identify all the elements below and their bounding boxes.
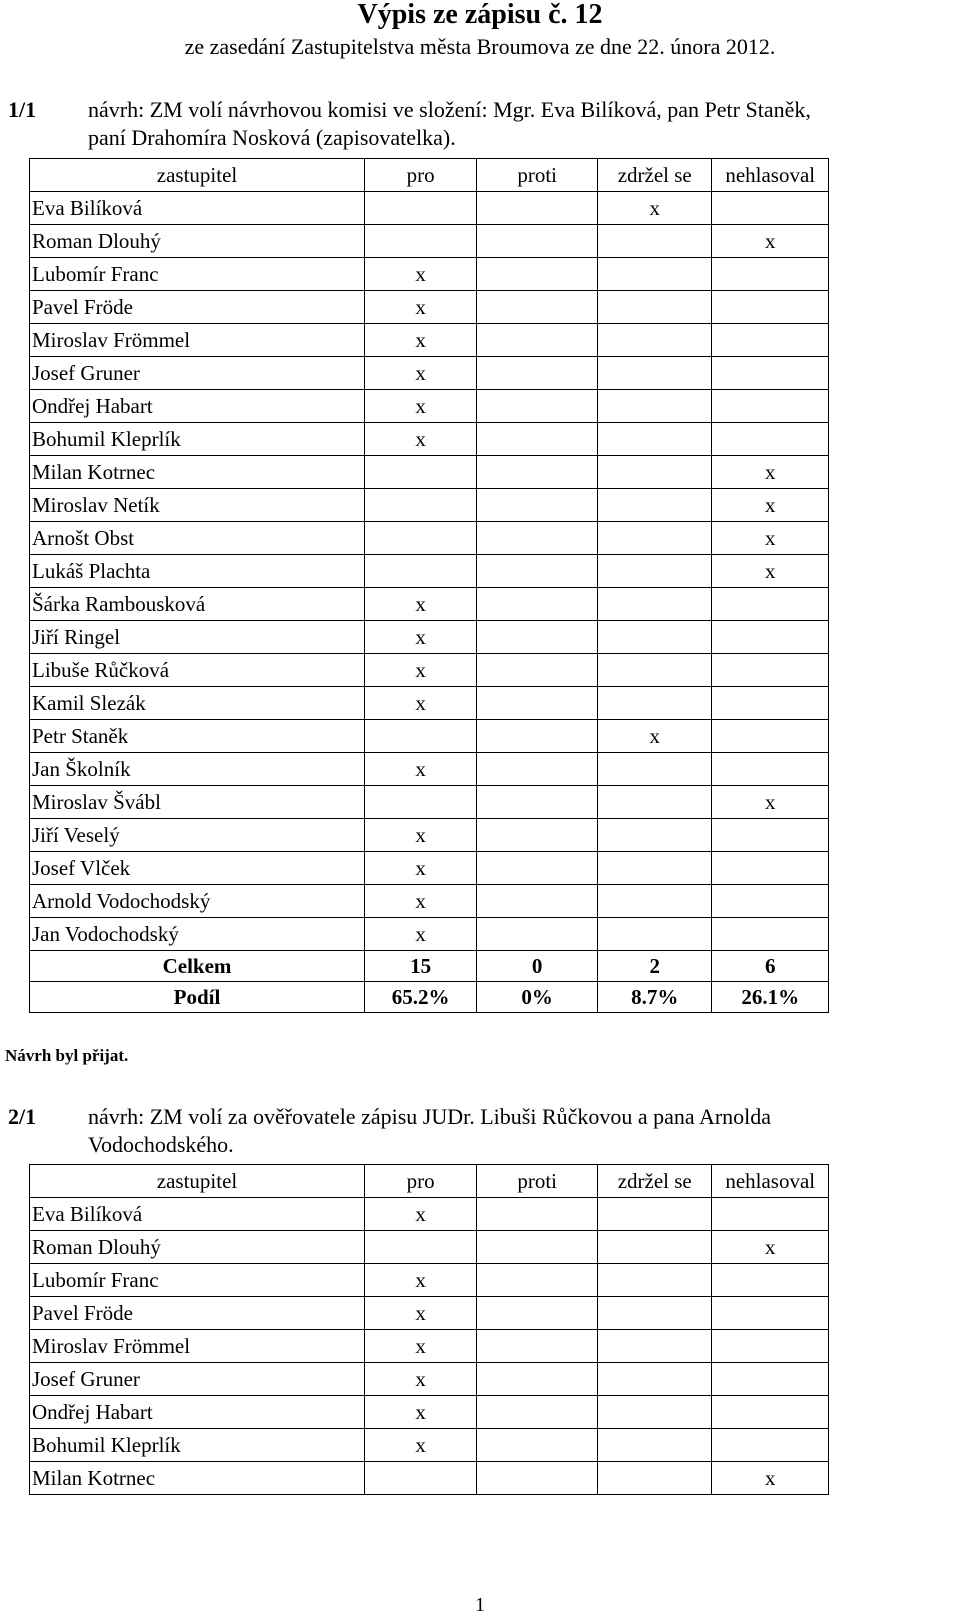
table-row [30,687,829,720]
member-name: Roman Dlouhý [30,1231,365,1264]
vote-cell [712,390,829,423]
column-header: nehlasoval [712,159,829,192]
vote-cell [712,324,829,357]
column-header: zastupitel [30,1165,365,1198]
vote-cell: x [364,423,476,456]
vote-table [29,158,829,1013]
vote-cell: x [364,819,476,852]
vote-cell [477,192,598,225]
vote-cell [712,1363,829,1396]
member-name: Miroslav Švábl [30,786,365,819]
vote-cell [598,489,712,522]
vote-cell [598,1198,712,1231]
table-row [30,324,829,357]
member-name: Petr Staněk [30,720,365,753]
member-name: Bohumil Kleprlík [30,423,365,456]
vote-cell [598,225,712,258]
member-name: Roman Dlouhý [30,225,365,258]
member-name: Josef Vlček [30,852,365,885]
vote-cell [712,1297,829,1330]
column-header: nehlasoval [712,1165,829,1198]
table-row [30,423,829,456]
table-row [30,621,829,654]
vote-cell [477,423,598,456]
vote-cell: x [712,489,829,522]
vote-cell [598,390,712,423]
vote-cell [364,1462,476,1495]
vote-cell [364,720,476,753]
table-row [30,885,829,918]
vote-cell: x [712,522,829,555]
vote-cell: x [712,1462,829,1495]
motion-text-line1: návrh: ZM volí za ověřovatele zápisu JUDr. Libuši Růčkovou a pana Arnolda [88,1104,772,1129]
member-name: Josef Gruner [30,1363,365,1396]
member-name: Ondřej Habart [30,1396,365,1429]
vote-cell [477,753,598,786]
vote-cell [598,1363,712,1396]
motion-text-line1: návrh: ZM volí návrhovou komisi ve složení: Mgr. Eva Bilíková, pan Petr Staněk, [88,97,811,122]
motion-number: 2/1 [8,1104,37,1129]
member-name: Eva Bilíková [30,1198,365,1231]
vote-cell [712,423,829,456]
vote-cell: x [364,1396,476,1429]
vote-cell: x [364,1198,476,1231]
vote-cell [712,192,829,225]
table-row [30,654,829,687]
vote-cell: x [364,390,476,423]
vote-cell [712,753,829,786]
table-row [30,291,829,324]
total-value: 0 [477,951,598,982]
vote-cell [477,786,598,819]
totals-row [30,951,829,982]
vote-cell [598,522,712,555]
vote-cell: x [712,555,829,588]
vote-cell [598,687,712,720]
member-name: Libuše Růčková [30,654,365,687]
table-row [30,786,829,819]
vote-cell [477,258,598,291]
vote-cell [598,1231,712,1264]
vote-cell [712,1396,829,1429]
vote-cell [477,522,598,555]
vote-cell [477,885,598,918]
vote-cell [364,522,476,555]
vote-cell: x [364,654,476,687]
vote-cell: x [364,687,476,720]
share-value: 8.7% [598,982,712,1013]
vote-cell [712,654,829,687]
vote-cell [598,1264,712,1297]
vote-cell [598,555,712,588]
column-header: proti [477,1165,598,1198]
share-value: 26.1% [712,982,829,1013]
vote-cell: x [712,786,829,819]
vote-cell [477,1396,598,1429]
table-row [30,1198,829,1231]
member-name: Jiří Ringel [30,621,365,654]
column-header: pro [364,1165,476,1198]
vote-cell [712,258,829,291]
table-row [30,753,829,786]
vote-cell [477,456,598,489]
vote-cell [598,1297,712,1330]
table-row [30,1363,829,1396]
vote-cell [712,918,829,951]
member-name: Miroslav Frömmel [30,324,365,357]
vote-cell [712,819,829,852]
vote-cell [598,621,712,654]
table-row [30,918,829,951]
vote-cell [598,357,712,390]
document-title: Výpis ze zápisu č. 12 [357,0,603,30]
member-name: Josef Gruner [30,357,365,390]
vote-cell [477,621,598,654]
document-subtitle: ze zasedání Zastupitelstva města Broumova ze dne 22. února 2012. [184,34,776,59]
vote-cell [598,852,712,885]
member-name: Jan Vodochodský [30,918,365,951]
vote-cell: x [598,720,712,753]
vote-cell [712,885,829,918]
vote-cell [598,1429,712,1462]
vote-cell: x [364,588,476,621]
vote-cell [712,720,829,753]
vote-cell [364,225,476,258]
vote-cell [364,555,476,588]
vote-cell [712,291,829,324]
motion-number: 1/1 [8,97,37,122]
vote-cell [477,588,598,621]
member-name: Jan Školník [30,753,365,786]
page-number: 1 [475,1594,485,1616]
vote-cell [477,291,598,324]
vote-cell [477,1462,598,1495]
vote-cell [712,357,829,390]
motion-text-line2: paní Drahomíra Nosková (zapisovatelka). [88,125,456,150]
vote-cell [712,1198,829,1231]
table-row [30,588,829,621]
vote-cell [477,555,598,588]
vote-cell: x [364,357,476,390]
member-name: Pavel Fröde [30,1297,365,1330]
vote-cell [598,324,712,357]
vote-cell [598,456,712,489]
table-header-row [30,1165,829,1198]
vote-cell [712,1429,829,1462]
vote-cell [477,1429,598,1462]
table-row [30,555,829,588]
member-name: Bohumil Kleprlík [30,1429,365,1462]
vote-cell [364,786,476,819]
vote-cell [712,687,829,720]
vote-cell [712,588,829,621]
column-header: pro [364,159,476,192]
table-row [30,225,829,258]
member-name: Ondřej Habart [30,390,365,423]
vote-cell: x [712,456,829,489]
vote-cell [477,1297,598,1330]
vote-cell [477,1330,598,1363]
vote-cell [598,753,712,786]
vote-cell [364,1231,476,1264]
vote-cell [598,819,712,852]
member-name: Eva Bilíková [30,192,365,225]
vote-cell: x [364,291,476,324]
table-row [30,1231,829,1264]
vote-cell [712,621,829,654]
vote-cell [598,258,712,291]
vote-cell [477,852,598,885]
vote-cell [364,456,476,489]
member-name: Šárka Rambousková [30,588,365,621]
vote-cell [598,423,712,456]
vote-cell [477,324,598,357]
vote-cell: x [712,1231,829,1264]
table-row [30,258,829,291]
table-row [30,489,829,522]
table-row [30,852,829,885]
vote-cell [477,654,598,687]
member-name: Miroslav Netík [30,489,365,522]
total-value: 2 [598,951,712,982]
table-row [30,456,829,489]
vote-table [29,1164,829,1495]
vote-cell: x [364,1363,476,1396]
vote-cell: x [712,225,829,258]
vote-cell [598,1462,712,1495]
member-name: Lukáš Plachta [30,555,365,588]
vote-cell [477,357,598,390]
table-row [30,390,829,423]
vote-cell [598,786,712,819]
motion-result: Návrh byl přijat. [5,1046,129,1065]
member-name: Lubomír Franc [30,258,365,291]
vote-cell: x [364,324,476,357]
column-header: zdržel se [598,1165,712,1198]
vote-cell [477,1198,598,1231]
vote-cell [477,918,598,951]
motion-text-line2: Vodochodského. [88,1132,234,1157]
vote-cell [477,489,598,522]
column-header: zdržel se [598,159,712,192]
vote-cell [477,687,598,720]
vote-cell: x [364,918,476,951]
table-row [30,1429,829,1462]
vote-cell: x [364,1264,476,1297]
member-name: Kamil Slezák [30,687,365,720]
vote-cell [598,588,712,621]
vote-cell [477,1231,598,1264]
table-row [30,1297,829,1330]
member-name: Pavel Fröde [30,291,365,324]
vote-cell [477,1264,598,1297]
vote-cell [364,192,476,225]
vote-cell: x [364,1297,476,1330]
vote-cell [477,819,598,852]
member-name: Arnold Vodochodský [30,885,365,918]
table-row [30,1396,829,1429]
vote-cell [598,291,712,324]
vote-cell [598,885,712,918]
total-value: 15 [364,951,476,982]
table-row [30,1330,829,1363]
member-name: Milan Kotrnec [30,1462,365,1495]
vote-cell: x [364,885,476,918]
share-value: 0% [477,982,598,1013]
vote-cell [477,390,598,423]
vote-cell: x [364,258,476,291]
vote-cell [477,720,598,753]
vote-cell [477,1363,598,1396]
vote-cell [477,225,598,258]
vote-cell [712,1330,829,1363]
member-name: Milan Kotrnec [30,456,365,489]
vote-cell: x [598,192,712,225]
total-value: 6 [712,951,829,982]
member-name: Miroslav Frömmel [30,1330,365,1363]
table-header-row [30,159,829,192]
member-name: Arnošt Obst [30,522,365,555]
vote-cell: x [364,621,476,654]
vote-cell [598,918,712,951]
vote-cell [598,1330,712,1363]
vote-cell [712,1264,829,1297]
column-header: proti [477,159,598,192]
member-name: Lubomír Franc [30,1264,365,1297]
table-row [30,522,829,555]
vote-cell: x [364,852,476,885]
shares-label: Podíl [30,982,365,1013]
vote-cell: x [364,1330,476,1363]
table-row [30,720,829,753]
table-row [30,819,829,852]
column-header: zastupitel [30,159,365,192]
vote-cell [712,852,829,885]
vote-cell: x [364,1429,476,1462]
totals-label: Celkem [30,951,365,982]
table-row [30,357,829,390]
vote-cell: x [364,753,476,786]
vote-cell [598,1396,712,1429]
table-row [30,1264,829,1297]
table-row [30,1462,829,1495]
member-name: Jiří Veselý [30,819,365,852]
share-value: 65.2% [364,982,476,1013]
shares-row [30,982,829,1013]
vote-cell [364,489,476,522]
table-row [30,192,829,225]
vote-cell [598,654,712,687]
